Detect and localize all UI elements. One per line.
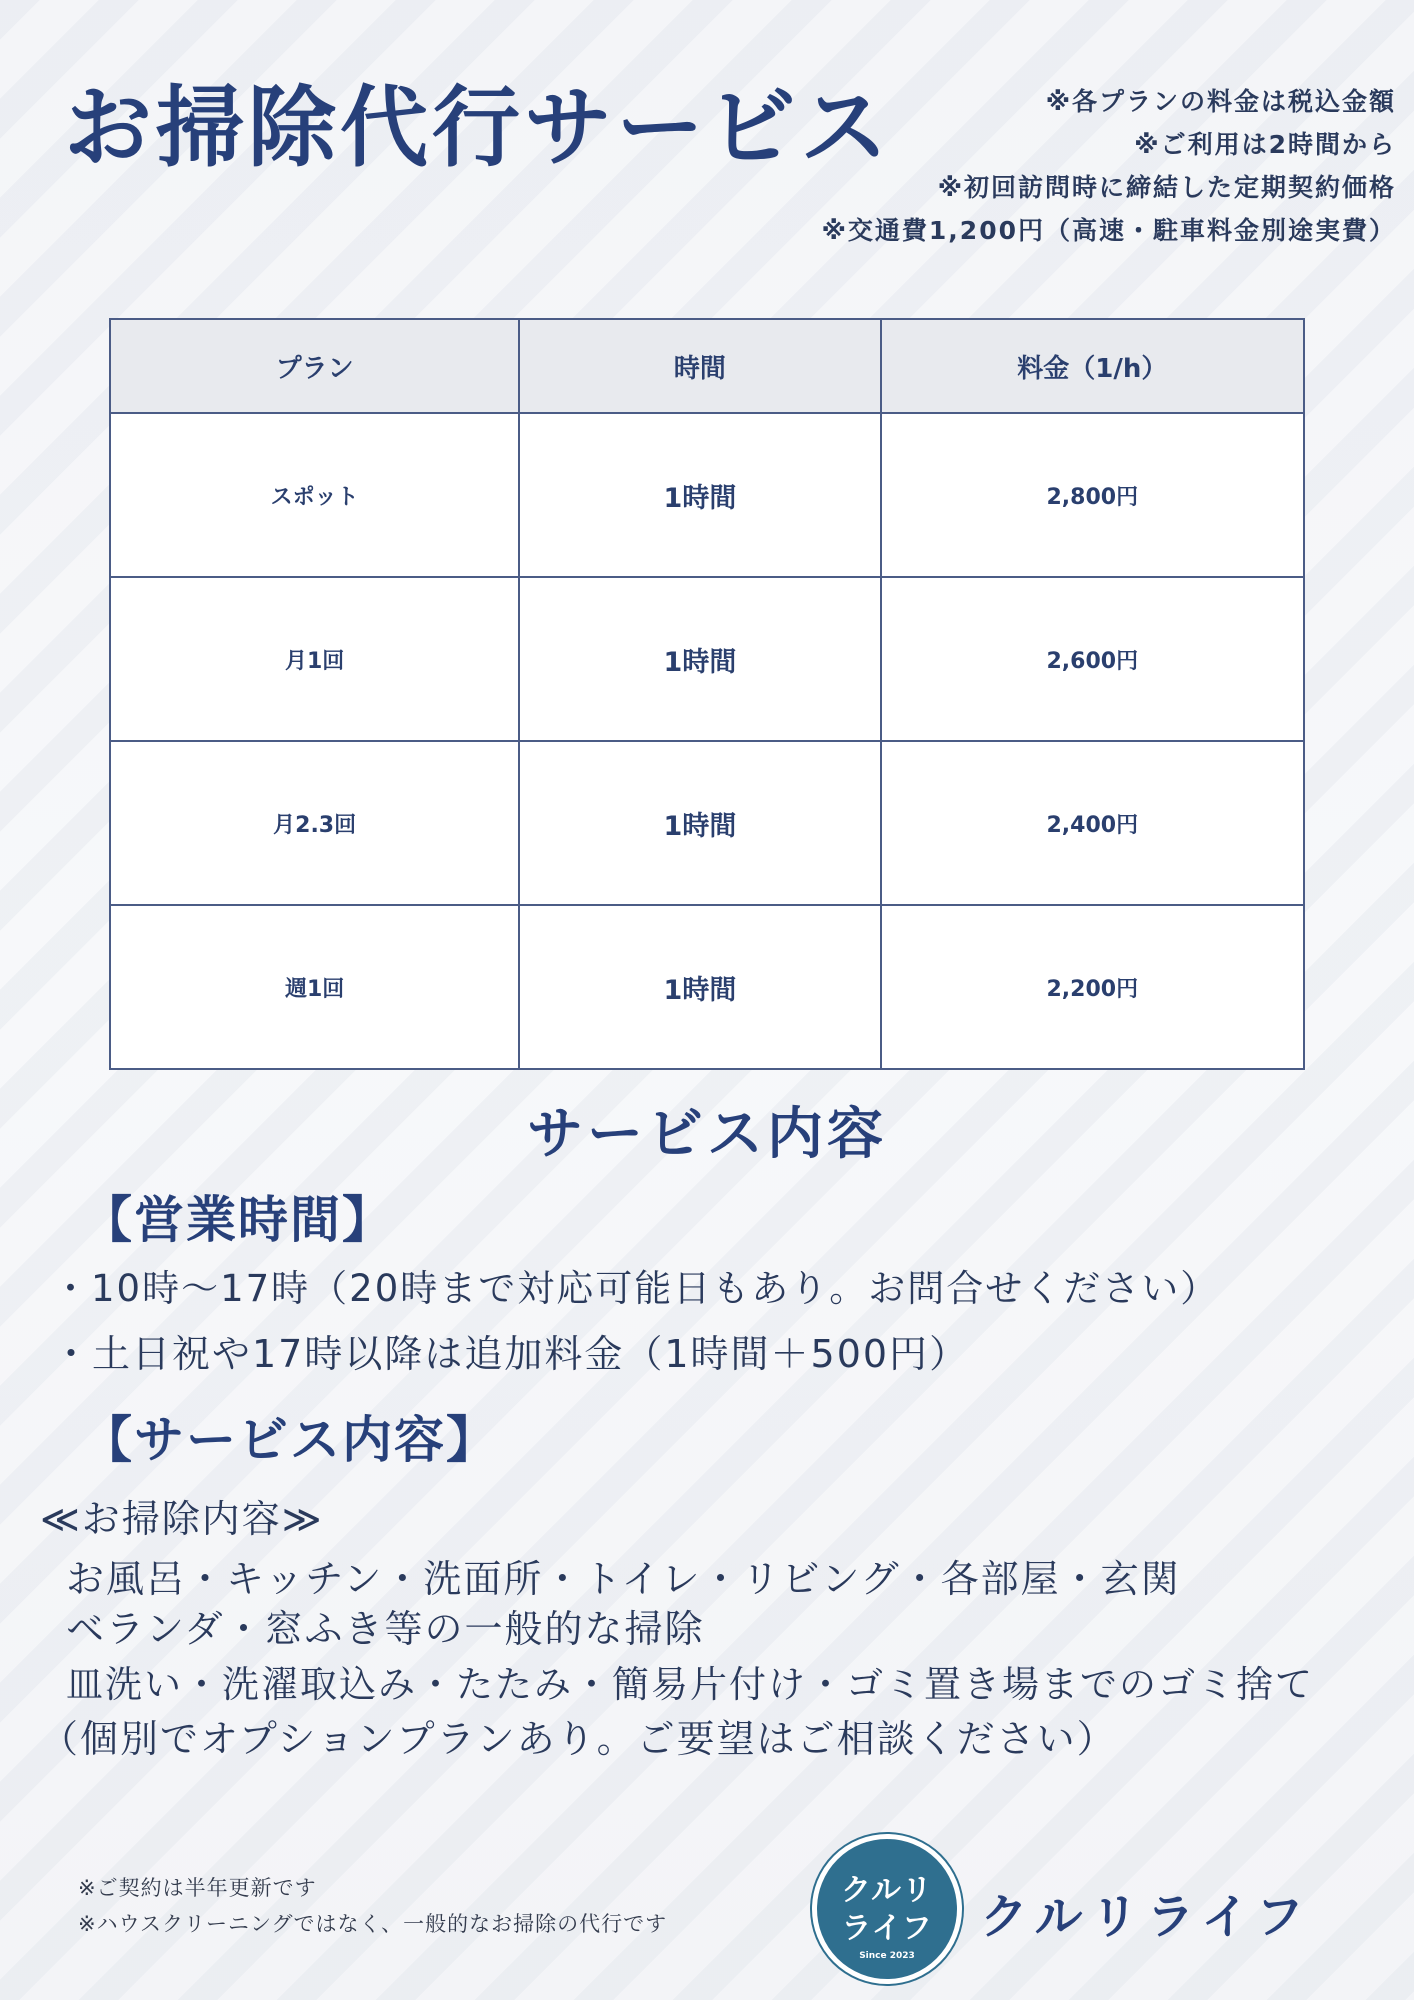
section-title: サービス内容 [527, 1102, 887, 1167]
column-header-price: 料金（1/h） [881, 319, 1304, 413]
plan-cell: 月2.3回 [110, 741, 519, 905]
column-header-time: 時間 [519, 319, 880, 413]
cleaning-label: ≪お掃除内容≫ [40, 1497, 324, 1541]
cleaning-line: （個別でオプションプランあり。ご要望はご相談ください） [40, 1717, 1117, 1761]
hours-heading: 【営業時間】 [82, 1191, 394, 1249]
table-row [110, 741, 1304, 905]
price-cell: 2,800円 [881, 413, 1304, 577]
logo-text: クルリ [840, 1873, 934, 1908]
logo-text: ライフ [841, 1911, 933, 1946]
table-row [110, 905, 1304, 1069]
time-cell: 1時間 [519, 741, 880, 905]
pricing-note: ※交通費1,200円（高速・駐車料金別途実費） [821, 216, 1396, 245]
table-row [110, 577, 1304, 741]
cleaning-line: お風呂・キッチン・洗面所・トイレ・リビング・各部屋・玄関 [66, 1557, 1181, 1601]
plan-cell: スポット [110, 413, 519, 577]
price-cell: 2,200円 [881, 905, 1304, 1069]
pricing-note: ※初回訪問時に締結した定期契約価格 [937, 173, 1396, 202]
time-cell: 1時間 [519, 413, 880, 577]
table-header-row [110, 319, 1304, 413]
time-cell: 1時間 [519, 905, 880, 1069]
pricing-notes [822, 80, 1396, 252]
pricing-note: ※各プランの料金は税込金額 [1045, 87, 1396, 116]
plan-cell: 週1回 [110, 905, 519, 1069]
price-cell: 2,600円 [881, 577, 1304, 741]
hours-line: ・土日祝や17時以降は追加料金（1時間＋500円） [52, 1332, 970, 1376]
cleaning-line: ベランダ・窓ふき等の一般的な掃除 [66, 1607, 705, 1651]
price-table [109, 318, 1305, 1070]
plan-cell: 月1回 [110, 577, 519, 741]
column-header-plan: プラン [110, 319, 519, 413]
brand-name: クルリライフ [980, 1889, 1312, 1945]
table-row [110, 413, 1304, 577]
brand-logo [812, 1834, 962, 1984]
price-cell: 2,400円 [881, 741, 1304, 905]
cleaning-line: 皿洗い・洗濯取込み・たたみ・簡易片付け・ゴミ置き場までのゴミ捨て [66, 1663, 1314, 1706]
hours-line: ・10時〜17時（20時まで対応可能日もあり。お問合せください） [52, 1267, 1220, 1310]
footer-note: ※ハウスクリーニングではなく、一般的なお掃除の代行です [78, 1912, 668, 1936]
content-heading: 【サービス内容】 [82, 1411, 498, 1469]
pricing-note: ※ご利用は2時間から [1134, 130, 1396, 159]
page-title: お掃除代行サービス [64, 76, 893, 179]
footer-note: ※ご契約は半年更新です [78, 1876, 317, 1900]
time-cell: 1時間 [519, 577, 880, 741]
logo-since: Since 2023 [859, 1951, 915, 1961]
